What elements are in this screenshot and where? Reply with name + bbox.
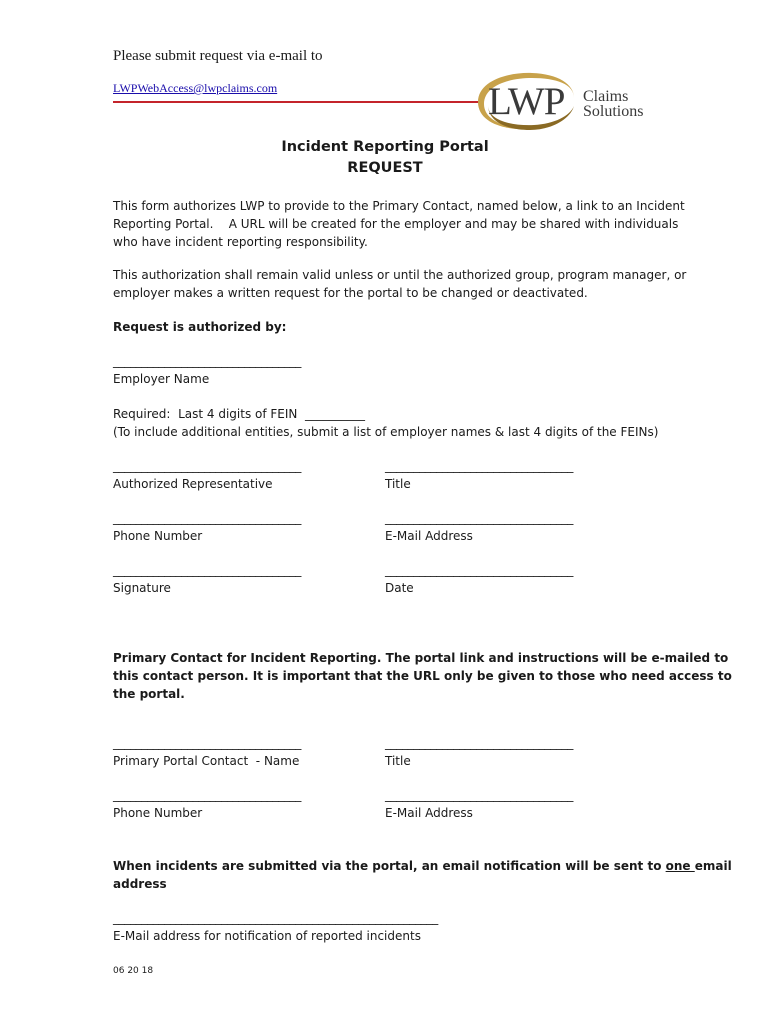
- submit-instruction: Please submit request via e-mail to: [113, 48, 323, 64]
- rep-email-line[interactable]: _________________________________: [385, 511, 574, 525]
- fein-field[interactable]: Required: Last 4 digits of FEIN __________: [113, 407, 366, 421]
- signature-label: Signature: [113, 581, 171, 595]
- intro-paragraph-1: This form authorizes LWP to provide to the Primary Contact, named below, a link to an Incident Reporting Portal. A URL will be created for the employer and may be shared with individuals who have incident reporting responsibility.: [113, 199, 685, 249]
- signature-line[interactable]: _________________________________: [113, 563, 302, 577]
- notification-email-line[interactable]: _________________________________________________________: [113, 911, 438, 925]
- emphasis-one: one: [665, 859, 695, 873]
- lwp-logo: [470, 68, 650, 134]
- primary-name-label: Primary Portal Contact - Name: [113, 754, 300, 768]
- primary-email-line[interactable]: _________________________________: [385, 788, 574, 802]
- fein-note: (To include additional entities, submit a list of employer names & last 4 digits of the FEINs): [113, 425, 659, 439]
- form-version-code: 06 20 18: [113, 966, 154, 976]
- intro-paragraph-2: This authorization shall remain valid unless or until the authorized group, program manager, or employer makes a written request for the portal to be changed or deactivated.: [113, 268, 687, 300]
- notification-email-label: E-Mail address for notification of reported incidents: [113, 929, 421, 943]
- employer-name-label: Employer Name: [113, 372, 210, 386]
- primary-name-line[interactable]: _________________________________: [113, 736, 302, 750]
- primary-title-line[interactable]: _________________________________: [385, 736, 574, 750]
- page-subtitle: REQUEST: [347, 160, 423, 176]
- rep-phone-line[interactable]: _________________________________: [113, 511, 302, 525]
- page-title: Incident Reporting Portal: [281, 139, 489, 155]
- notification-paragraph: When incidents are submitted via the portal, an email notification will be sent to one email address: [113, 859, 732, 891]
- header-red-rule: [113, 101, 481, 103]
- rep-phone-label: Phone Number: [113, 529, 203, 543]
- primary-email-label: E-Mail Address: [385, 806, 473, 820]
- primary-phone-label: Phone Number: [113, 806, 203, 820]
- primary-title-label: Title: [385, 754, 411, 768]
- rep-title-label: Title: [385, 477, 411, 491]
- rep-line[interactable]: _________________________________: [113, 459, 302, 473]
- logo-word-claims: Claims: [583, 88, 629, 105]
- rep-email-label: E-Mail Address: [385, 529, 473, 543]
- rep-label: Authorized Representative: [113, 477, 273, 491]
- date-label: Date: [385, 581, 414, 595]
- rep-title-line[interactable]: _________________________________: [385, 459, 574, 473]
- date-line[interactable]: _________________________________: [385, 563, 574, 577]
- employer-name-line[interactable]: _________________________________: [113, 354, 302, 368]
- primary-phone-line[interactable]: _________________________________: [113, 788, 302, 802]
- submit-email-link[interactable]: LWPWebAccess@lwpclaims.com: [113, 81, 278, 95]
- logo-word-solutions: Solutions: [583, 103, 644, 120]
- primary-contact-paragraph: Primary Contact for Incident Reporting. The portal link and instructions will be e-mailed to this contact person. It is important that the URL only be given to those who need access to the portal.: [113, 651, 732, 701]
- authorized-heading: Request is authorized by:: [113, 320, 287, 334]
- logo-mark: LWP: [488, 80, 565, 123]
